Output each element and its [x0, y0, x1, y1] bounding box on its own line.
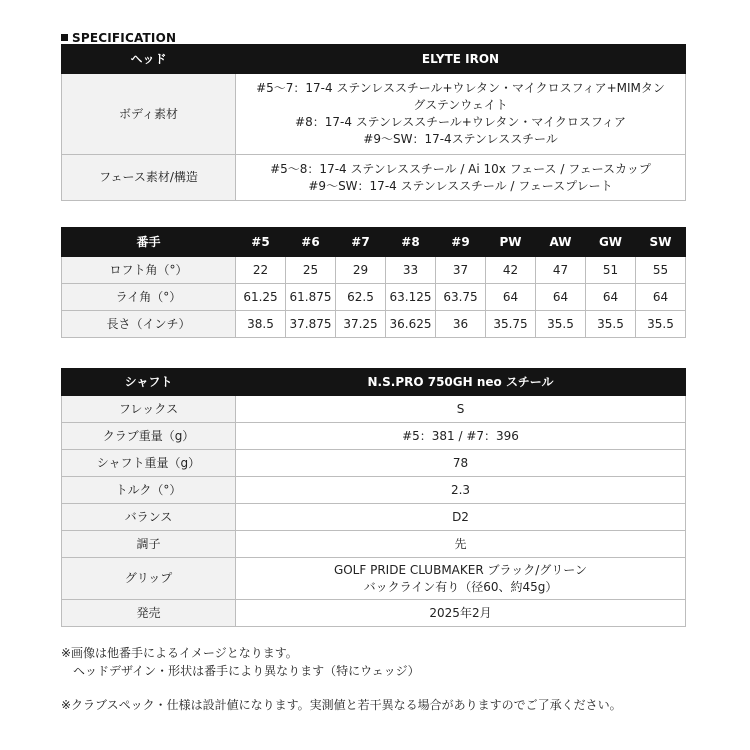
table-cell: 37.25: [336, 311, 386, 338]
shaft-header-label: シャフト: [62, 369, 236, 396]
table-cell: 64: [586, 284, 636, 311]
table-cell: 64: [536, 284, 586, 311]
table-row: [62, 450, 686, 477]
table-cell: 29: [336, 257, 386, 284]
table-cell: 35.75: [486, 311, 536, 338]
table-cell: 62.5: [336, 284, 386, 311]
column-header: PW: [486, 228, 536, 257]
column-header: #7: [336, 228, 386, 257]
table-cell: 36.625: [386, 311, 436, 338]
table-cell: 64: [486, 284, 536, 311]
table-cell: 2025年2月: [236, 600, 686, 627]
row-label: クラブ重量（g）: [62, 423, 236, 450]
table-row: [62, 600, 686, 627]
table-cell: 64: [636, 284, 686, 311]
table-cell: 38.5: [236, 311, 286, 338]
table-cell: S: [236, 396, 686, 423]
body-material-value: [236, 74, 686, 155]
table-cell: 63.75: [436, 284, 486, 311]
table-cell: 2.3: [236, 477, 686, 504]
head-header-value: ELYTE IRON: [236, 45, 686, 74]
body-material-line: #5〜7：17-4 ステンレススチール+ウレタン・マイクロスフィア+MIMタン: [256, 81, 665, 95]
body-material-line: #9〜SW：17-4ステンレススチール: [363, 132, 558, 146]
table-cell: 先: [236, 531, 686, 558]
image-note: ※画像は他番手によるイメージとなります。: [61, 646, 298, 660]
table-cell: 35.5: [636, 311, 686, 338]
table-cell: [236, 558, 686, 600]
column-header: #5: [236, 228, 286, 257]
head-spec-table: [61, 44, 686, 201]
grip-line: バックライン有り（径60、約45g）: [363, 579, 558, 594]
row-label: フレックス: [62, 396, 236, 423]
column-header: #6: [286, 228, 336, 257]
loft-spec-table: [61, 227, 686, 338]
grip-line: GOLF PRIDE CLUBMAKER ブラック/グリーン: [333, 562, 588, 577]
row-label: 調子: [62, 531, 236, 558]
table-row: [62, 284, 686, 311]
shaft-spec-table: [61, 368, 686, 627]
column-header: GW: [586, 228, 636, 257]
face-material-line: #5〜8：17-4 ステンレススチール / Ai 10x フェース / フェースカップ: [270, 161, 651, 176]
row-label: シャフト重量（g）: [62, 450, 236, 477]
face-material-value: [236, 155, 686, 201]
table-cell: 37: [436, 257, 486, 284]
table-row: [62, 558, 686, 600]
table-cell: 33: [386, 257, 436, 284]
table-cell: 22: [236, 257, 286, 284]
table-cell: 25: [286, 257, 336, 284]
body-material-line: グステンウェイト: [413, 98, 508, 112]
row-label: トルク（°）: [62, 477, 236, 504]
body-material-line: #8：17-4 ステンレススチール+ウレタン・マイクロスフィア: [295, 115, 626, 129]
table-cell: 47: [536, 257, 586, 284]
table-row: [62, 257, 686, 284]
face-material-line: #9〜SW：17-4 ステンレススチール / フェースプレート: [308, 178, 613, 193]
table-cell: #5：381 / #7：396: [236, 423, 686, 450]
table-cell: 51: [586, 257, 636, 284]
table-cell: 78: [236, 450, 686, 477]
table-cell: 61.25: [236, 284, 286, 311]
table-cell: 63.125: [386, 284, 436, 311]
head-header-label: ヘッド: [62, 45, 236, 74]
row-label: 発売: [62, 600, 236, 627]
table-row: [62, 504, 686, 531]
row-label: 長さ（インチ）: [62, 311, 236, 338]
row-label: バランス: [62, 504, 236, 531]
specification-title: SPECIFICATION: [72, 31, 177, 45]
table-row: [62, 423, 686, 450]
table-cell: 37.875: [286, 311, 336, 338]
table-row: [62, 311, 686, 338]
row-label: ライ角（°）: [62, 284, 236, 311]
column-header: #9: [436, 228, 486, 257]
table-row: [62, 396, 686, 423]
table-cell: 35.5: [536, 311, 586, 338]
head-design-note: ヘッドデザイン・形状は番手により異なります（特にウェッジ）: [73, 664, 420, 678]
column-header: AW: [536, 228, 586, 257]
table-cell: 55: [636, 257, 686, 284]
face-material-label: フェース素材/構造: [62, 155, 236, 201]
table-cell: 42: [486, 257, 536, 284]
table-row: [62, 477, 686, 504]
square-bullet-icon: [61, 34, 68, 41]
column-header: SW: [636, 228, 686, 257]
club-number-header: 番手: [62, 228, 236, 257]
specification-heading: [61, 31, 176, 45]
table-cell: 61.875: [286, 284, 336, 311]
row-label: グリップ: [62, 558, 236, 600]
body-material-label: ボディ素材: [62, 74, 236, 155]
column-header: #8: [386, 228, 436, 257]
table-cell: D2: [236, 504, 686, 531]
shaft-header-value: N.S.PRO 750GH neo スチール: [236, 369, 686, 396]
spec-disclaimer-note: ※クラブスペック・仕様は設計値になります。実測値と若干異なる場合がありますのでご了承ください。: [61, 698, 622, 712]
row-label: ロフト角（°）: [62, 257, 236, 284]
table-cell: 36: [436, 311, 486, 338]
table-row: [62, 531, 686, 558]
table-cell: 35.5: [586, 311, 636, 338]
